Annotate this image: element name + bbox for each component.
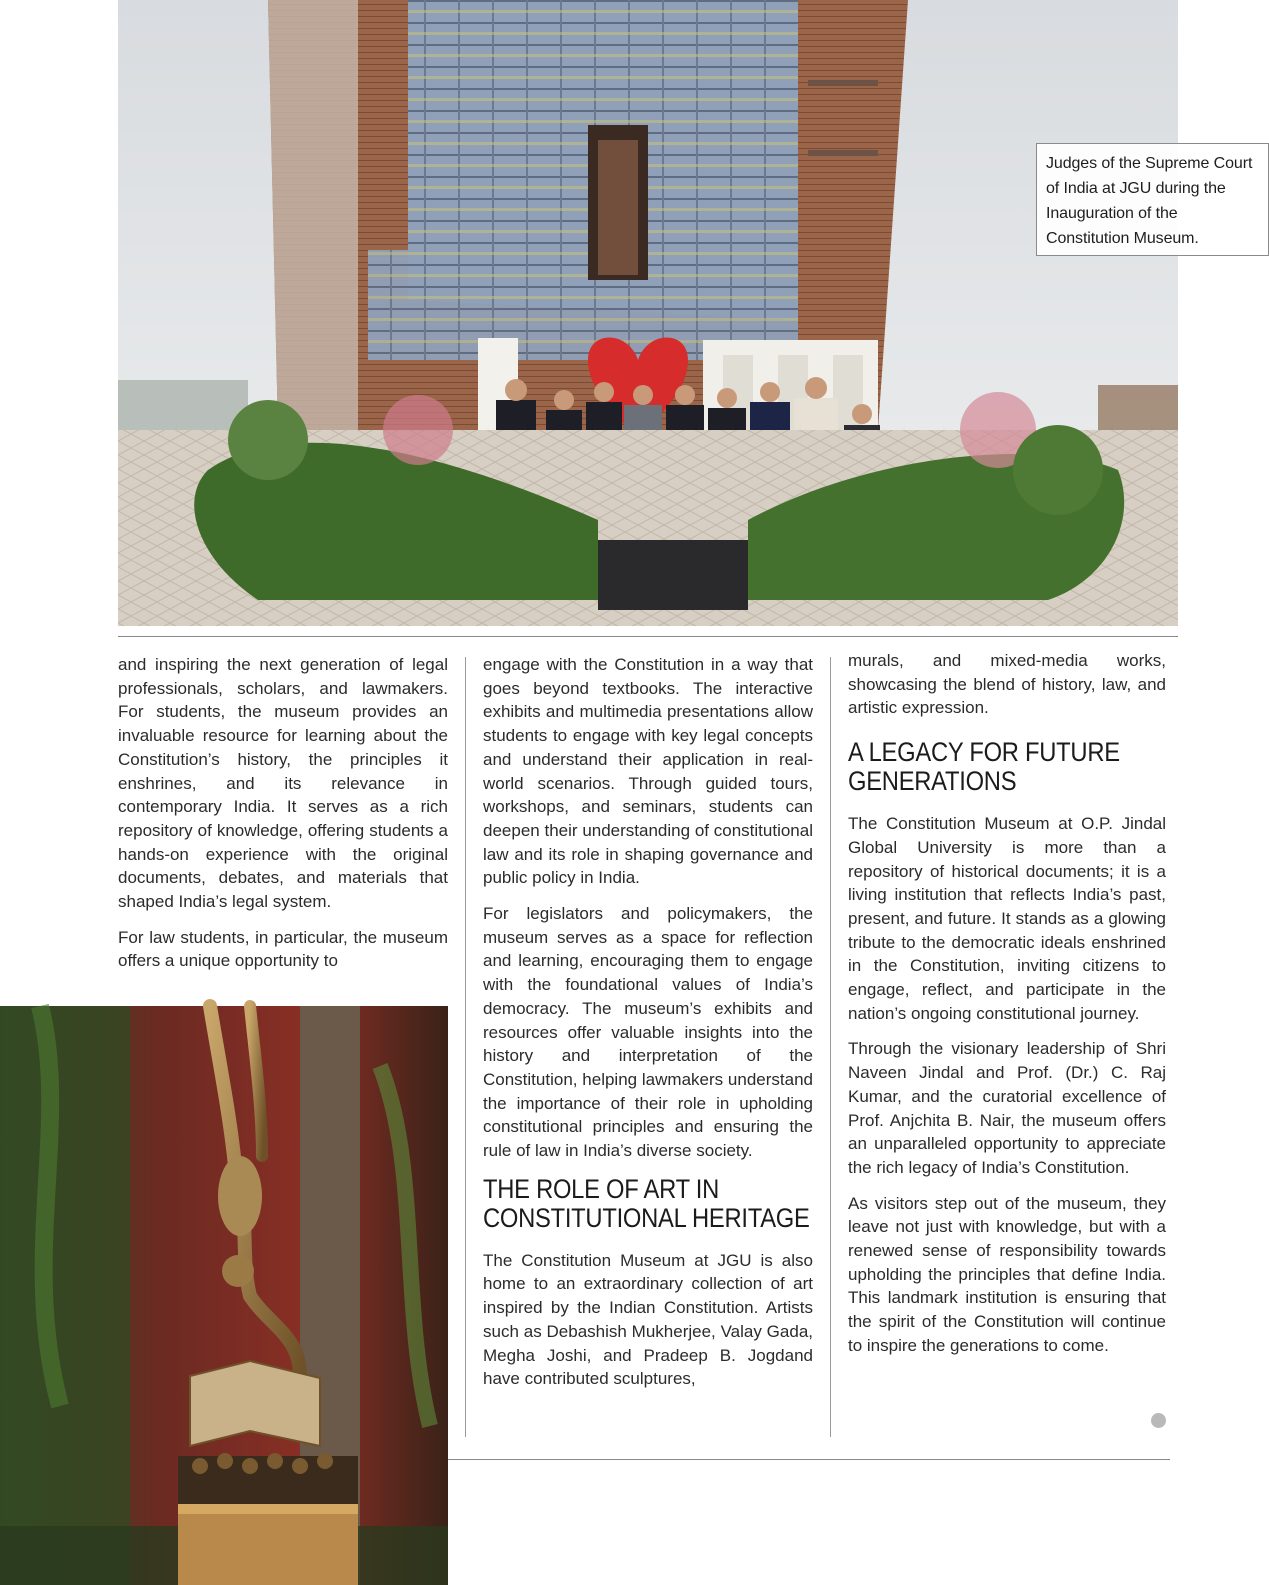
column-1 xyxy=(118,653,448,985)
paragraph: As visitors step out of the museum, they leave not just with knowledge, but with a renewed sense of responsibility towards upholding the principles that define India. This landmark institution is ensuring that the spirit of the Constitution will continue to inspire the generations to come. xyxy=(848,1193,1166,1355)
top-divider xyxy=(118,636,1178,637)
caption-line: Judges of the Supreme Court xyxy=(1046,155,1253,172)
caption-line: Inauguration of the xyxy=(1046,205,1178,222)
column-divider xyxy=(830,657,831,1437)
paragraph: Through the visionary leadership of Shri Naveen Jindal and Prof. (Dr.) C. Raj Kumar, and the curatorial excellence of Prof. Anjchita B. Nair, the museum offers an unparalleled opportunity to appreciate the rich legacy of India’s Constitution. xyxy=(848,1039,1166,1177)
column-3 xyxy=(848,649,1166,1370)
paragraph: The Constitution Museum at O.P. Jindal Global University is more than a repository of historical documents; it is a living institution that reflects India’s past, present, and future. It stands as a glowing tribute to the democratic ideals enshrined in the Constitution, inviting citizens to engage, reflect, and participate in the nation’s ongoing constitutional journey. xyxy=(848,814,1166,1023)
paragraph: and inspiring the next generation of legal professionals, scholars, and lawmakers. For students, the museum provides an invaluable resource for learning about the Constitution’s history, the principles it enshrines, and its relevance in contemporary India. It serves as a rich repository of knowledge, offering students a hands-on experience with the original documents, debates, and materials that shaped India’s legal system. xyxy=(118,655,448,912)
sculpture-illustration xyxy=(0,1006,448,1585)
end-of-article-dot xyxy=(1151,1413,1166,1428)
sculpture-photo xyxy=(0,1006,448,1585)
caption-line: of India at JGU during the xyxy=(1046,180,1226,197)
section-heading: THE ROLE OF ART IN CONSTITUTIONAL HERITAGE xyxy=(483,1173,810,1233)
jgu-building-illustration xyxy=(118,0,1178,626)
paragraph: murals, and mixed-media works, showcasing the blend of history, law, and artistic expression. xyxy=(848,651,1166,718)
photo-caption xyxy=(1036,143,1269,256)
column-divider xyxy=(465,657,466,1437)
paragraph: The Constitution Museum at JGU is also home to an extraordinary collection of art inspired by the Indian Constitution. Artists such as Debashish Mukherjee, Valay Gada, Megha Joshi, and Pradeep B. Jogdand have contributed sculptures, xyxy=(483,1250,813,1389)
paragraph: For law students, in particular, the museum offers a unique opportunity to xyxy=(118,927,448,971)
paragraph: engage with the Constitution in a way that goes beyond textbooks. The interactive exhibits and multimedia presentations allow students to engage with key legal concepts and understand their application in real-world scenarios. Through guided tours, workshops, and seminars, students can deepen their understanding of constitutional law and its role in shaping governance and public policy in India. xyxy=(483,655,813,888)
paragraph: For legislators and policymakers, the museum serves as a space for reflection and learning, encouraging them to engage with the foundational values of India’s democracy. The museum’s exhibits and resources offer valuable insights into the history and interpretation of the Constitution, helping lawmakers understand the importance of their role in upholding constitutional principles and ensuring the rule of law in India’s diverse society. xyxy=(483,904,813,1161)
section-heading: A LEGACY FOR FUTURE GENERATIONS xyxy=(848,737,1120,797)
hero-photo xyxy=(118,0,1253,626)
column-2 xyxy=(483,653,813,1403)
caption-line: Constitution Museum. xyxy=(1046,230,1199,247)
bottom-divider xyxy=(448,1459,1170,1460)
